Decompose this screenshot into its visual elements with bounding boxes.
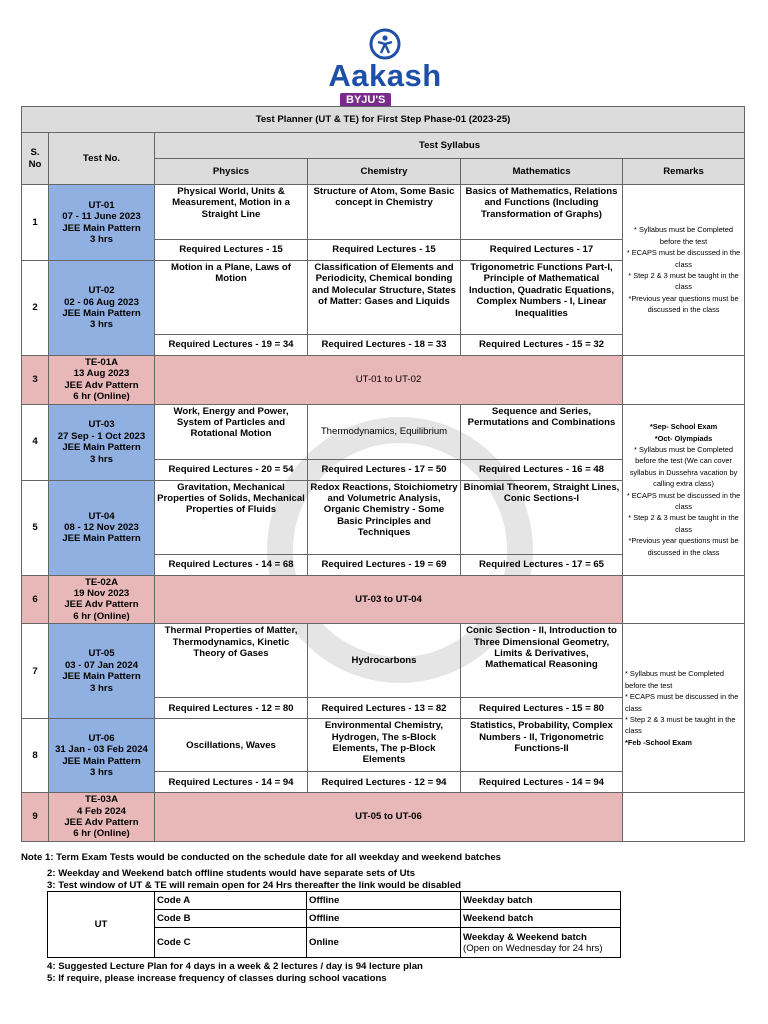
chemistry-syllabus: Structure of Atom, Some Basic concept in Chemistry bbox=[308, 185, 461, 240]
code-mode: Offline bbox=[307, 910, 461, 928]
sno-cell: 6 bbox=[22, 575, 49, 624]
physics-syllabus: Physical World, Units & Measurement, Motion in a Straight Line bbox=[155, 185, 308, 240]
test-cell bbox=[49, 404, 155, 480]
lecture-count: Required Lectures - 17 bbox=[461, 240, 623, 261]
test-duration: 3 hrs bbox=[90, 319, 113, 331]
test-date: 08 - 12 Nov 2023 bbox=[64, 521, 139, 533]
code-mode: Offline bbox=[307, 892, 461, 910]
sno-cell: 9 bbox=[22, 793, 49, 842]
lecture-count: Required Lectures - 17 = 50 bbox=[308, 459, 461, 480]
table-row bbox=[48, 892, 621, 910]
code-batch-extra: (Open on Wednesday for 24 hrs) bbox=[463, 942, 603, 954]
note-4: 4: Suggested Lecture Plan for 4 days in a week & 2 lectures / day is 94 lecture plan bbox=[47, 961, 423, 972]
header-chemistry: Chemistry bbox=[308, 159, 461, 185]
test-id: TE-01A bbox=[84, 357, 119, 368]
test-duration: 6 hr (Online) bbox=[73, 391, 130, 403]
code-name: Code C bbox=[155, 928, 307, 958]
header-mathematics: Mathematics bbox=[461, 159, 623, 185]
lecture-count: Required Lectures - 20 = 54 bbox=[155, 459, 308, 480]
sno-cell: 5 bbox=[22, 480, 49, 575]
remark-line: * Step 2 & 3 must be taught in the class bbox=[628, 513, 739, 534]
lecture-count: Required Lectures - 15 = 32 bbox=[461, 335, 623, 356]
person-emblem-icon bbox=[366, 28, 404, 60]
test-cell bbox=[49, 261, 155, 356]
remark-line: *Previous year questions must be discussed in the class bbox=[628, 293, 739, 315]
sno-cell: 7 bbox=[22, 624, 49, 719]
test-pattern: JEE Main Pattern bbox=[62, 755, 141, 767]
mathematics-syllabus: Conic Section - II, Introduction to Three Dimensional Geometry, Limits & Derivatives, Mathematical Reasoning bbox=[461, 624, 623, 698]
test-duration: 6 hr (Online) bbox=[73, 610, 130, 622]
test-id: UT-01 bbox=[88, 199, 115, 211]
chemistry-syllabus: Thermodynamics, Equilibrium bbox=[308, 404, 461, 459]
chemistry-syllabus: Hydrocarbons bbox=[308, 624, 461, 698]
aakash-logo bbox=[300, 28, 470, 106]
remark-line: * Syllabus must be Completed before the test (We can cover syllabus in Dussehra vacation by calling extra class) bbox=[629, 445, 738, 489]
ut-codes-table bbox=[47, 891, 621, 958]
remarks-empty bbox=[623, 356, 745, 405]
code-name: Code B bbox=[155, 910, 307, 928]
code-batch-cell bbox=[461, 928, 621, 958]
lecture-count: Required Lectures - 14 = 68 bbox=[155, 554, 308, 575]
note-2: 2: Weekday and Weekend batch offline students would have separate sets of Uts bbox=[47, 868, 416, 879]
test-duration: 3 hrs bbox=[90, 767, 113, 779]
header-remarks: Remarks bbox=[623, 159, 745, 185]
table-row bbox=[22, 185, 745, 240]
remarks-cell bbox=[623, 185, 745, 356]
code-batch: Weekend batch bbox=[461, 910, 621, 928]
test-pattern: JEE Main Pattern bbox=[62, 533, 141, 545]
chemistry-syllabus: Environmental Chemistry, Hydrogen, The s-Block Elements, The p-Block Elements bbox=[308, 719, 461, 772]
test-date: 31 Jan - 03 Feb 2024 bbox=[55, 744, 148, 756]
note-5: 5: If require, please increase frequency of classes during school vacations bbox=[47, 973, 387, 984]
mathematics-syllabus: Statistics, Probability, Complex Numbers - II, Trigonometric Functions-II bbox=[461, 719, 623, 772]
code-batch: Weekday batch bbox=[461, 892, 621, 910]
physics-syllabus: Oscillations, Waves bbox=[155, 719, 308, 772]
test-id: UT-02 bbox=[88, 285, 115, 297]
remark-line: * ECAPS must be discussed in the class bbox=[626, 490, 741, 512]
physics-syllabus: Motion in a Plane, Laws of Motion bbox=[155, 261, 308, 335]
header-sno: S. No bbox=[22, 133, 49, 185]
test-cell bbox=[49, 624, 155, 719]
header-test-syllabus: Test Syllabus bbox=[155, 133, 745, 159]
test-pattern: JEE Main Pattern bbox=[62, 442, 141, 454]
lecture-count: Required Lectures - 14 = 94 bbox=[461, 772, 623, 793]
test-pattern: JEE Main Pattern bbox=[62, 222, 141, 234]
sno-cell: 8 bbox=[22, 719, 49, 793]
chemistry-syllabus: Classification of Elements and Periodicity, Chemical bonding and Molecular Structure, States of Matter: Gases and Liquids bbox=[308, 261, 461, 335]
test-pattern: JEE Main Pattern bbox=[62, 671, 141, 683]
header-test-no: Test No. bbox=[49, 133, 155, 185]
lecture-count: Required Lectures - 12 = 94 bbox=[308, 772, 461, 793]
header-physics: Physics bbox=[155, 159, 308, 185]
test-pattern: JEE Main Pattern bbox=[62, 308, 141, 319]
remark-line: * Syllabus must be Completed before the test bbox=[625, 669, 725, 690]
test-duration: 3 hrs bbox=[90, 453, 113, 465]
table-title: Test Planner (UT & TE) for First Step Phase-01 (2023-25) bbox=[22, 107, 745, 133]
remarks-cell bbox=[623, 624, 745, 793]
syllabus-span: UT-01 to UT-02 bbox=[155, 356, 623, 405]
test-date: 4 Feb 2024 bbox=[76, 805, 127, 817]
remark-line: * Step 2 & 3 must be taught in the class bbox=[625, 714, 736, 736]
mathematics-syllabus: Binomial Theorem, Straight Lines, Conic Sections-I bbox=[461, 480, 623, 554]
sno-cell: 2 bbox=[22, 261, 49, 356]
sno-cell: 3 bbox=[22, 356, 49, 405]
mathematics-syllabus: Trigonometric Functions Part-I, Principle of Mathematical Induction, Quadratic Equations, Complex Numbers - I, Linear Inequalities bbox=[461, 261, 623, 335]
test-id: UT-06 bbox=[88, 732, 115, 744]
remarks-cell bbox=[623, 404, 745, 575]
lecture-count: Required Lectures - 15 bbox=[308, 240, 461, 261]
test-id: TE-02A bbox=[84, 576, 119, 588]
test-date: 03 - 07 Jan 2024 bbox=[64, 659, 139, 671]
physics-syllabus: Gravitation, Mechanical Properties of Solids, Mechanical Properties of Fluids bbox=[155, 480, 308, 554]
test-date: 02 - 06 Aug 2023 bbox=[64, 296, 139, 308]
note-1: Note 1: Term Exam Tests would be conducted on the schedule date for all weekday and weekend batches bbox=[21, 852, 501, 863]
table-row bbox=[22, 793, 745, 842]
test-id: TE-03A bbox=[84, 794, 119, 806]
remark-line: * Syllabus must be Completed before the test bbox=[634, 225, 734, 246]
table-row bbox=[22, 404, 745, 459]
test-cell bbox=[49, 575, 155, 624]
test-duration: 3 hrs bbox=[90, 682, 113, 694]
code-batch: Weekday & Weekend batch bbox=[463, 931, 587, 943]
test-pattern: JEE Adv Pattern bbox=[64, 817, 139, 829]
syllabus-span: UT-03 to UT-04 bbox=[155, 575, 623, 624]
chemistry-syllabus: Redox Reactions, Stoichiometry and Volumetric Analysis, Organic Chemistry - Some Basic Principles and Techniques bbox=[308, 480, 461, 554]
test-duration: 6 hr (Online) bbox=[73, 828, 130, 840]
remark-line: * ECAPS must be discussed in the class bbox=[626, 248, 741, 269]
remark-line: *Oct- Olympiads bbox=[654, 433, 713, 443]
lecture-count: Required Lectures - 15 bbox=[155, 240, 308, 261]
sno-cell: 1 bbox=[22, 185, 49, 261]
syllabus-span: UT-05 to UT-06 bbox=[155, 793, 623, 842]
lecture-count: Required Lectures - 15 = 80 bbox=[461, 698, 623, 719]
test-id: UT-03 bbox=[88, 419, 115, 431]
test-duration: 3 hrs bbox=[90, 233, 113, 245]
ut-label: UT bbox=[48, 892, 155, 958]
remark-line: *Sep- School Exam bbox=[649, 422, 718, 432]
test-cell bbox=[49, 185, 155, 261]
test-planner-table bbox=[21, 106, 745, 842]
test-id: UT-05 bbox=[88, 648, 115, 660]
test-date: 19 Nov 2023 bbox=[73, 588, 130, 600]
lecture-count: Required Lectures - 18 = 33 bbox=[308, 335, 461, 356]
lecture-count: Required Lectures - 19 = 69 bbox=[308, 554, 461, 575]
remark-line: *Previous year questions must be discussed in the class bbox=[628, 536, 739, 557]
test-date: 27 Sep - 1 Oct 2023 bbox=[57, 430, 146, 442]
test-cell bbox=[49, 793, 155, 842]
mathematics-syllabus: Basics of Mathematics, Relations and Functions (Including Transformation of Graphs) bbox=[461, 185, 623, 240]
physics-syllabus: Work, Energy and Power, System of Particles and Rotational Motion bbox=[155, 404, 308, 459]
table-row bbox=[22, 575, 745, 624]
test-cell bbox=[49, 719, 155, 793]
test-cell bbox=[49, 356, 155, 405]
partner-name: BYJU'S bbox=[340, 93, 391, 107]
test-pattern: JEE Adv Pattern bbox=[64, 379, 139, 391]
remark-line: * Step 2 & 3 must be taught in the class bbox=[628, 271, 739, 292]
note-3: 3: Test window of UT & TE will remain open for 24 Hrs thereafter the link would be disabled bbox=[47, 880, 462, 891]
code-mode: Online bbox=[307, 928, 461, 958]
test-date: 13 Aug 2023 bbox=[73, 368, 130, 380]
lecture-count: Required Lectures - 17 = 65 bbox=[461, 554, 623, 575]
lecture-count: Required Lectures - 12 = 80 bbox=[155, 698, 308, 719]
remark-line: *Feb -School Exam bbox=[625, 737, 692, 747]
remarks-empty bbox=[623, 575, 745, 624]
lecture-count: Required Lectures - 16 = 48 bbox=[461, 459, 623, 480]
test-pattern: JEE Adv Pattern bbox=[64, 599, 139, 611]
brand-name: Aakash bbox=[328, 58, 442, 93]
mathematics-syllabus: Sequence and Series, Permutations and Combinations bbox=[461, 404, 623, 459]
test-cell bbox=[49, 480, 155, 575]
remark-line: * ECAPS must be discussed in the class bbox=[625, 692, 739, 713]
lecture-count: Required Lectures - 14 = 94 bbox=[155, 772, 308, 793]
lecture-count: Required Lectures - 13 = 82 bbox=[308, 698, 461, 719]
test-id: UT-04 bbox=[88, 510, 115, 522]
code-name: Code A bbox=[155, 892, 307, 910]
remarks-empty bbox=[623, 793, 745, 842]
table-row bbox=[22, 356, 745, 405]
test-date: 07 - 11 June 2023 bbox=[62, 211, 141, 223]
lecture-count: Required Lectures - 19 = 34 bbox=[155, 335, 308, 356]
table-row bbox=[22, 624, 745, 698]
physics-syllabus: Thermal Properties of Matter, Thermodynamics, Kinetic Theory of Gases bbox=[155, 624, 308, 698]
sno-cell: 4 bbox=[22, 404, 49, 480]
